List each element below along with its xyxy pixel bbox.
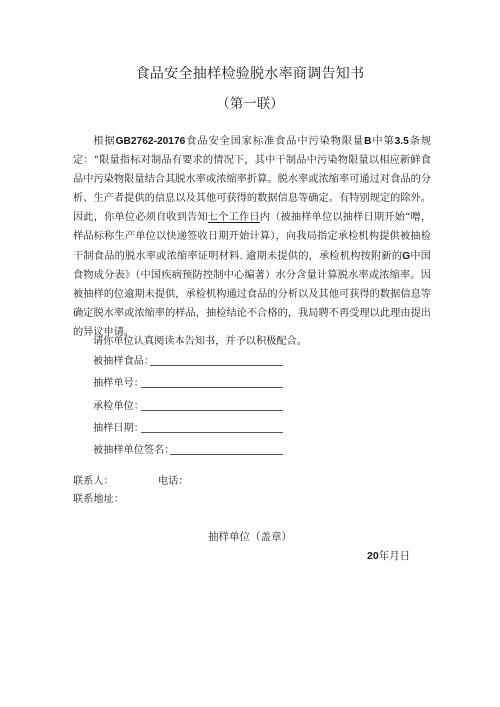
document-subtitle: （第一联） bbox=[216, 96, 284, 112]
field-sampling-date bbox=[93, 419, 293, 433]
body-text-part3: 中第 bbox=[371, 136, 395, 147]
contact-address-label: 联系地址： bbox=[73, 494, 124, 505]
body-text-part5: 内（被抽样单位以抽样日期开始“噌，样品标称生产单位以快递签收日期开始计算），向我局指定承检机构提供被抽检干制食品的脱水率或浓缩率证明材料. 逾期未提供的，承检机构按附新的 bbox=[73, 212, 432, 262]
sampled-food-input-line[interactable] bbox=[150, 365, 283, 366]
contact-phone-label: 电话： bbox=[158, 476, 189, 487]
body-text-paragraph bbox=[73, 132, 431, 342]
sample-number-input-line[interactable] bbox=[141, 387, 283, 388]
field-sampled-food bbox=[93, 352, 293, 366]
testing-unit-input-line[interactable] bbox=[141, 410, 283, 411]
date-suffix: 年月日 bbox=[378, 550, 411, 562]
field-signature bbox=[93, 441, 293, 455]
standard-code: GB2762-20176 bbox=[115, 136, 186, 147]
notice-line: 请你单位认真阅读本告知书，并予以积极配合。 bbox=[93, 336, 307, 347]
stamp-label: 抽样单位（盖章） bbox=[208, 531, 292, 543]
field-label: 承检单位： bbox=[93, 401, 144, 412]
field-label: 抽样日期： bbox=[93, 423, 144, 434]
body-text-part4: 条规定：“限量指标对制品有要求的情况下，其中干制品中污染物限量以相应新鲜食品中污染物限量结合其脱水率或浓缩率折算。脱水率或浓缩率可通过对食品的分析、生产者提供的信息以及其他可获得的数据信息等确定。有特别规定的除外。因此，你单位必须自收到告知 bbox=[73, 136, 432, 224]
body-text-part1: 根据 bbox=[93, 136, 116, 147]
field-label: 被抽样食品： bbox=[93, 356, 155, 367]
standard-table-letter: B bbox=[364, 136, 372, 147]
deadline-underlined: 七个工作日 bbox=[207, 212, 260, 224]
clause-number: 3.5 bbox=[394, 136, 409, 147]
field-label: 被抽样单位签名： bbox=[93, 445, 175, 456]
field-sample-number bbox=[93, 374, 293, 388]
field-label: 抽样单号： bbox=[93, 378, 144, 389]
document-title: 食品安全抽样检验脱水率商调告知书 bbox=[135, 66, 365, 82]
body-text-part2: 食品安全国家标准食品中污染物限量 bbox=[185, 136, 365, 147]
body-paragraph bbox=[73, 132, 431, 342]
date-line bbox=[367, 548, 410, 563]
signature-input-line[interactable] bbox=[170, 454, 283, 455]
reference-letter: G bbox=[402, 250, 411, 262]
sampling-date-input-line[interactable] bbox=[141, 432, 283, 433]
body-text-part6: 中国食物成分表》（中国疾病预防控制中心编著）水分含量计算脱水率或浓缩率。因被抽样的位逾期未提供，承检机构通过食品的分析以及其他可获得的数据信息等确定脱水率或浓缩率的样品，抽检结论不合格的，我局聘不再受理以此理由提出的异议申请。 bbox=[73, 250, 431, 338]
contact-person-label: 联系人： bbox=[73, 476, 114, 487]
year-prefix: 20 bbox=[367, 550, 379, 562]
field-testing-unit bbox=[93, 397, 293, 411]
